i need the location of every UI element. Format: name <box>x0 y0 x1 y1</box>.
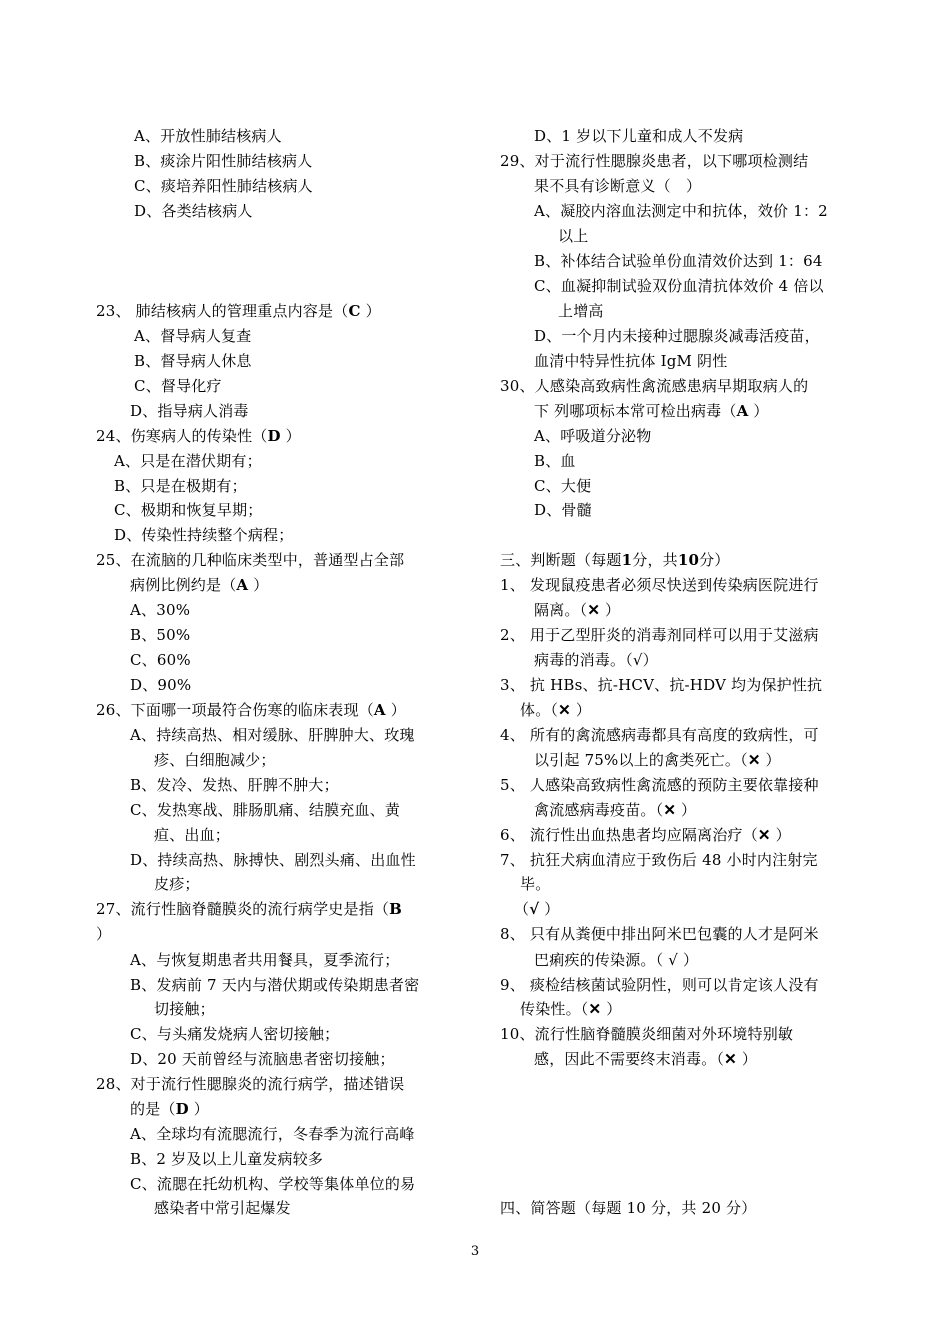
text-line: 血清中特异性抗体 IgM 阴性 <box>534 352 728 370</box>
page-number: 3 <box>470 1244 480 1259</box>
text-line: C、60% <box>130 651 191 669</box>
text-line: C、极期和恢复早期； <box>114 501 263 519</box>
answer-mark: A <box>373 701 386 719</box>
text-line: A、凝胶内溶血法测定中和抗体，效价 1：2 <box>534 202 828 220</box>
text-line: 体。（✕ ） <box>520 701 592 719</box>
text-line: 4、 所有的禽流感病毒都具有高度的致病性，可 <box>500 726 819 744</box>
text-line: 24、伤寒病人的传染性（D ） <box>96 427 301 445</box>
text-line: 2、 用于乙型肝炎的消毒剂同样可以用于艾滋病 <box>500 626 819 644</box>
answer-mark: A <box>736 402 749 420</box>
text-line: C、与头痛发烧病人密切接触； <box>130 1025 340 1043</box>
answer-mark: A <box>236 576 249 594</box>
text-line: D、骨髓 <box>534 501 592 519</box>
text-line: A、督导病人复查 <box>134 327 252 345</box>
text-line: 的是（D ） <box>130 1100 209 1118</box>
text-line: 疹、白细胞减少； <box>154 751 276 769</box>
answer-mark: C <box>348 302 361 320</box>
text-line: D、持续高热、脉搏快、剧烈头痛、出血性 <box>130 851 416 869</box>
text-line: 四、简答题（每题 10 分，共 20 分） <box>500 1199 757 1217</box>
text-line: 28、对于流行性腮腺炎的流行病学，描述错误 <box>96 1075 405 1093</box>
text-line: 病毒的消毒。（√） <box>534 651 658 669</box>
text-line: 5、 人感染高致病性禽流感的预防主要依靠接种 <box>500 776 819 794</box>
text-line: 下 列哪项标本常可检出病毒（A ） <box>534 402 769 420</box>
answer-mark: 1 <box>621 551 633 569</box>
text-line: C、督导化疗 <box>134 377 222 395</box>
text-line: A、全球均有流腮流行，冬春季为流行高峰 <box>130 1125 415 1143</box>
text-line: 巴痢疾的传染源。（ √ ） <box>534 951 699 969</box>
text-line: 30、人感染高致病性禽流感患病早期取病人的 <box>500 377 809 395</box>
text-line: D、一个月内未接种过腮腺炎减毒活疫苗， <box>534 327 820 345</box>
text-line: 切接触； <box>154 1000 215 1018</box>
text-line: B、2 岁及以上儿童发病较多 <box>130 1150 324 1168</box>
text-line: A、与恢复期患者共用餐具，夏季流行； <box>130 951 400 969</box>
text-line: 上增高 <box>558 302 604 320</box>
text-line: A、30% <box>130 601 191 619</box>
text-line: D、90% <box>130 676 192 694</box>
text-line: D、各类结核病人 <box>134 202 253 220</box>
text-line: D、指导病人消毒 <box>130 402 249 420</box>
text-line: B、只是在极期有； <box>114 477 247 495</box>
text-line: 感，因此不需要终末消毒。（✕ ） <box>534 1050 758 1068</box>
answer-mark: D <box>267 427 281 445</box>
text-line: 23、 肺结核病人的管理重点内容是（C ） <box>96 302 381 320</box>
text-line: 三、判断题（每题1分，共10分） <box>500 551 730 569</box>
text-line: B、痰涂片阳性肺结核病人 <box>134 152 313 170</box>
answer-mark: B <box>389 900 402 918</box>
text-line: B、血 <box>534 452 576 470</box>
text-line: 毕。 <box>520 875 551 893</box>
text-line: A、呼吸道分泌物 <box>534 427 652 445</box>
text-line: C、痰培养阳性肺结核病人 <box>134 177 313 195</box>
text-line: 6、 流行性出血热患者均应隔离治疗（✕ ） <box>500 826 791 844</box>
answer-mark: ✕ <box>663 801 677 819</box>
text-line: D、传染性持续整个病程； <box>114 526 294 544</box>
text-line: 8、 只有从粪便中排出阿米巴包囊的人才是阿米 <box>500 925 819 943</box>
text-line: 7、 抗狂犬病血清应于致伤后 48 小时内注射完 <box>500 851 818 869</box>
answer-mark: ✕ <box>757 826 771 844</box>
answer-mark: √ <box>529 900 540 918</box>
text-line: 3、 抗 HBs、抗-HCV、抗-HDV 均为保护性抗 <box>500 676 823 694</box>
text-line: C、血凝抑制试验双份血清抗体效价 4 倍以 <box>534 277 824 295</box>
text-line: 隔离。（✕ ） <box>534 601 621 619</box>
text-line: （√ ） <box>514 900 560 918</box>
text-line: 1、 发现鼠疫患者必须尽快送到传染病医院进行 <box>500 576 819 594</box>
text-line: 以上 <box>558 227 589 245</box>
text-line: 疸、出血； <box>154 826 231 844</box>
text-line: B、督导病人休息 <box>134 352 252 370</box>
answer-mark: ✕ <box>588 1000 602 1018</box>
text-line: 皮疹； <box>154 875 200 893</box>
answer-mark: ✕ <box>587 601 601 619</box>
answer-mark: D <box>175 1100 189 1118</box>
text-line: ） <box>96 925 112 943</box>
text-line: 29、对于流行性腮腺炎患者，以下哪项检测结 <box>500 152 809 170</box>
text-line: A、只是在潜伏期有； <box>114 452 262 470</box>
answer-mark: ✕ <box>747 751 761 769</box>
text-line: 26、下面哪一项最符合伤寒的临床表现（A ） <box>96 701 406 719</box>
text-line: B、发冷、发热、肝脾不肿大； <box>130 776 339 794</box>
text-line: 传染性。（✕ ） <box>520 1000 622 1018</box>
text-line: 9、 痰检结核菌试验阴性，则可以肯定该人没有 <box>500 976 819 994</box>
text-line: 10、流行性脑脊髓膜炎细菌对外环境特别敏 <box>500 1025 794 1043</box>
text-line: B、发病前 7 天内与潜伏期或传染期患者密 <box>130 976 420 994</box>
text-line: 感染者中常引起爆发 <box>154 1199 291 1217</box>
text-line: 果不具有诊断意义（ ） <box>534 177 702 195</box>
text-line: 25、在流脑的几种临床类型中，普通型占全部 <box>96 551 405 569</box>
text-line: B、50% <box>130 626 191 644</box>
text-line: A、开放性肺结核病人 <box>134 127 282 145</box>
answer-mark: ✕ <box>724 1050 737 1068</box>
answer-mark: ✕ <box>558 701 571 719</box>
text-line: 27、流行性脑脊髓膜炎的流行病学史是指（B <box>96 900 402 918</box>
text-line: A、持续高热、相对缓脉、肝脾肿大、玫瑰 <box>130 726 415 744</box>
text-line: D、1 岁以下儿童和成人不发病 <box>534 127 744 145</box>
text-line: C、流腮在托幼机构、学校等集体单位的易 <box>130 1175 416 1193</box>
text-line: 病例比例约是（A ） <box>130 576 269 594</box>
text-line: C、大便 <box>534 477 592 495</box>
text-line: B、补体结合试验单份血清效价达到 1：64 <box>534 252 823 270</box>
text-line: 以引起 75%以上的禽类死亡。（✕ ） <box>534 751 781 769</box>
text-line: 禽流感病毒疫苗。（✕ ） <box>534 801 697 819</box>
text-line: C、发热寒战、腓肠肌痛、结膜充血、黄 <box>130 801 401 819</box>
text-line: D、20 天前曾经与流脑患者密切接触； <box>130 1050 395 1068</box>
